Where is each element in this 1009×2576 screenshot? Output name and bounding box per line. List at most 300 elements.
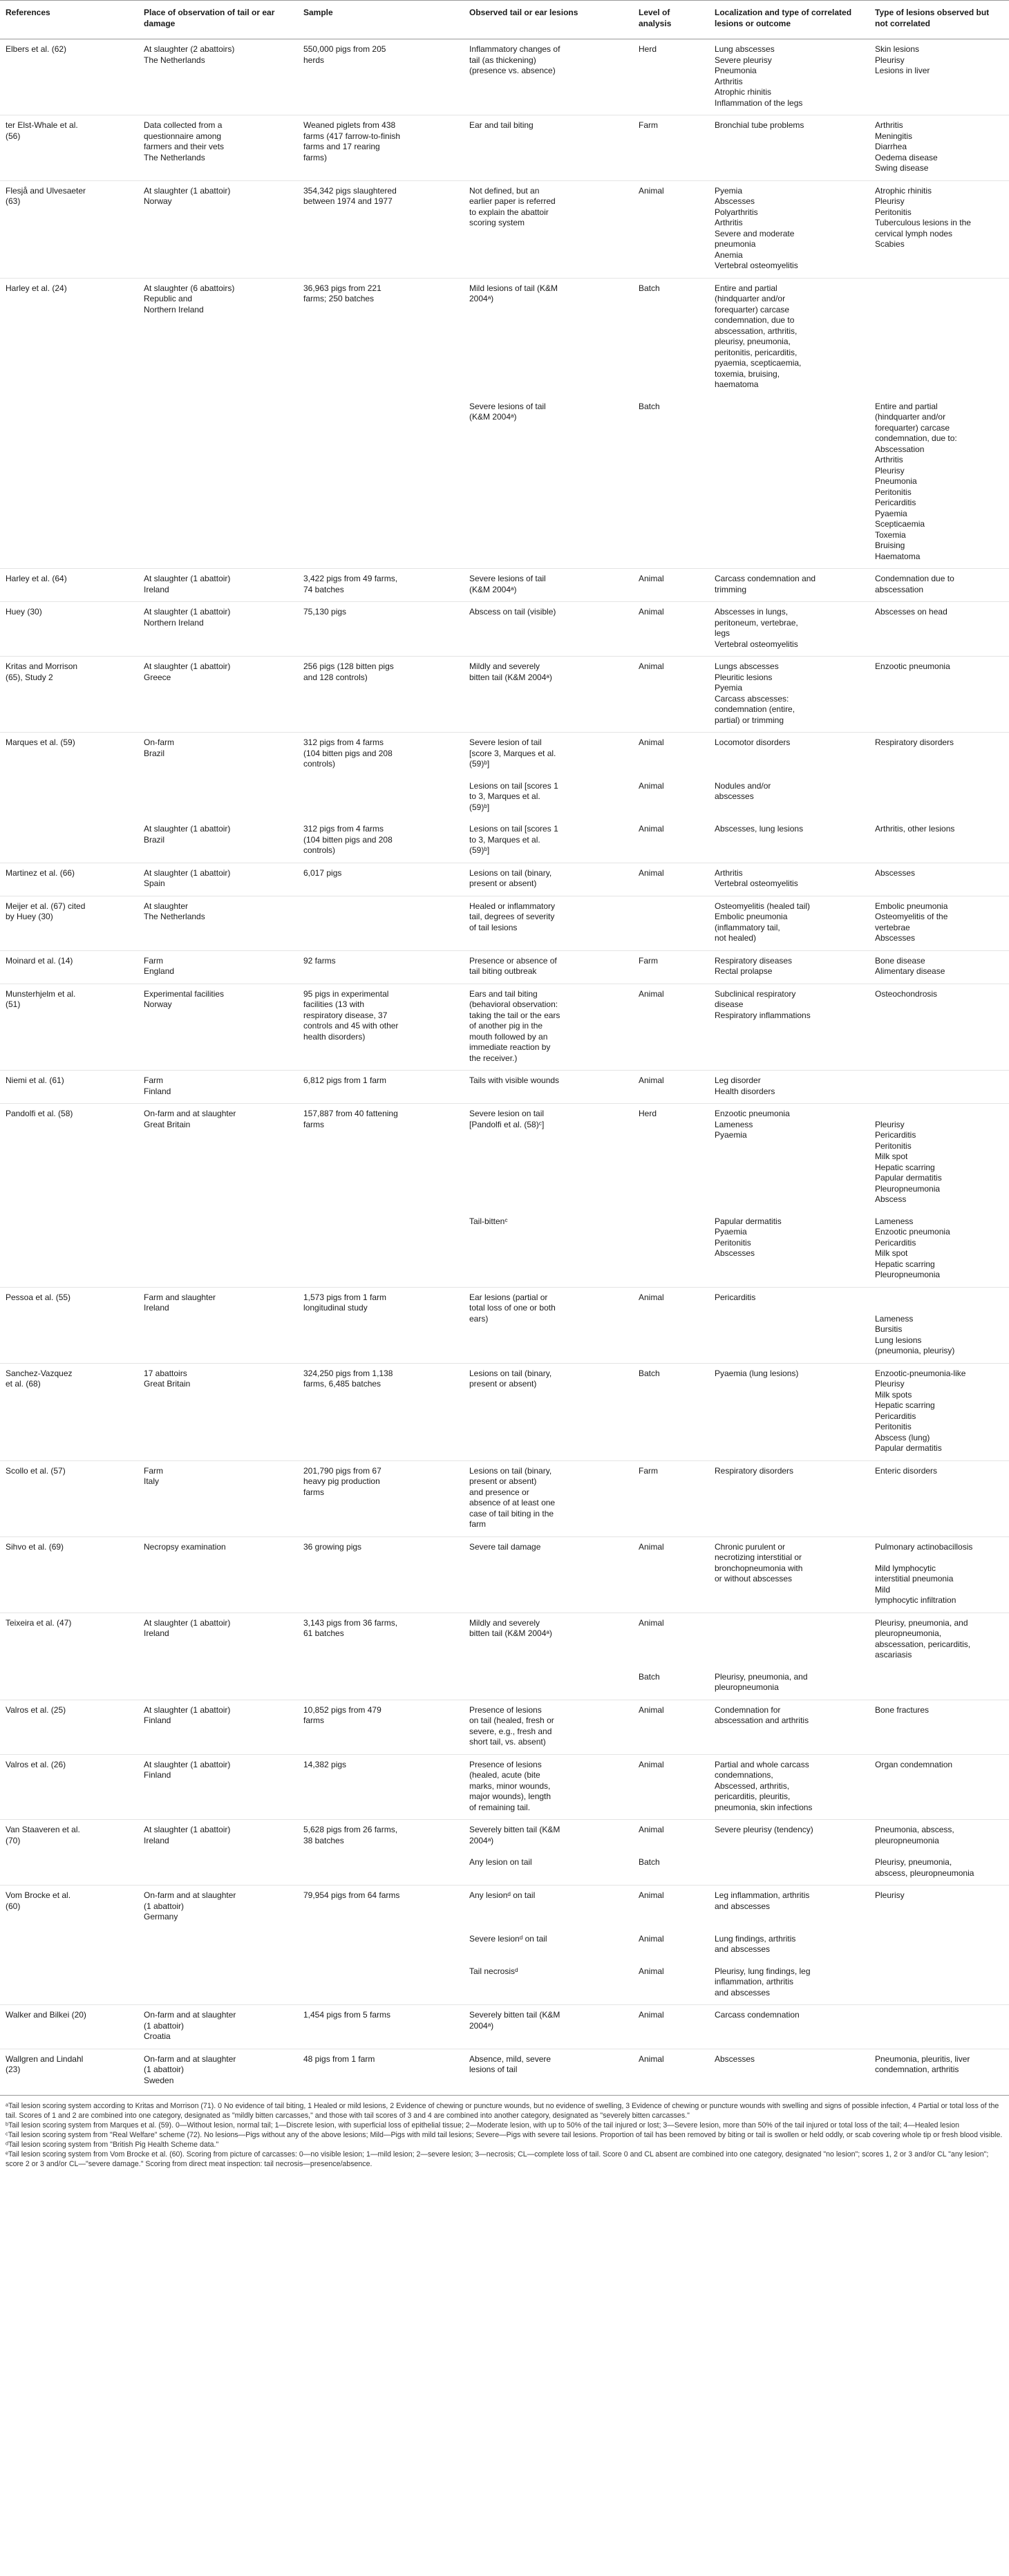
cell-text: Osteochondrosis (875, 988, 938, 999)
cell-text: Sihvo et al. (69) (6, 1541, 64, 1552)
cell-text: Wallgren and Lindahl (6, 2053, 84, 2064)
footnote: ᶜTail lesion scoring system from "Real Welfare" scheme (72). No lesions—Pigs without any of the above lesions; Mild—Pigs with mild tail lesions; Severe—Pigs with severe tail lesions. Proportion of tail has been removed by biting or tail is swollen or held oddly, or scab covering whole tip or fresh blood visible. (6, 2131, 1003, 2139)
cell-text: absence of at least one (469, 1498, 556, 1507)
sample-cell (298, 733, 464, 776)
cell-text: 324,250 pigs from 1,138 (303, 1368, 393, 1378)
table-row (0, 896, 1009, 950)
cell-text: Animal (639, 574, 664, 583)
cell-text: Peritonitis (875, 487, 912, 497)
cell-text: and abscesses (715, 1944, 771, 1954)
cell-text: Animal (639, 1890, 664, 1900)
cell-text: ascariasis (875, 1650, 912, 1660)
cell-text: On-farm and at slaughter (144, 2053, 236, 2064)
cell-text: Farm (144, 1465, 163, 1476)
cell-text: Skin lesions (875, 44, 920, 54)
cell-text: Bone fractures (875, 1704, 930, 1715)
correlated-cell (709, 1886, 869, 1929)
cell-text: Arthritis (875, 455, 903, 464)
correlated-cell (709, 1287, 869, 1363)
cell-text: 92 farms (303, 955, 336, 966)
cell-text: of another pig in the (469, 1021, 543, 1031)
place-cell (138, 1071, 298, 1104)
cell-text: Lesions in liver (875, 66, 930, 75)
cell-text: Embolic pneumonia (875, 901, 948, 911)
cell-text: Atrophic rhinitis (875, 185, 932, 196)
cell-text: Pneumonia, abscess, (875, 1825, 954, 1834)
cell-text: At slaughter (2 abattoirs) (144, 44, 235, 54)
not-correlated-cell (869, 1700, 1009, 1754)
cell-text: Milk spot (875, 1248, 908, 1258)
not-correlated-cell (869, 1536, 1009, 1613)
not-correlated-cell (869, 1820, 1009, 1853)
cell-text: Respiratory disorders (875, 737, 954, 747)
cell-text: abscessation, arthritis, (715, 326, 798, 336)
sample-cell (298, 1700, 464, 1754)
lesion-cell (464, 733, 633, 776)
cell-text: England (144, 966, 175, 976)
cell-text: Scepticaemia (875, 519, 925, 529)
cell-text: 2004ᵃ) (469, 2020, 494, 2031)
sample-cell (298, 950, 464, 984)
cell-text: Brazil (144, 834, 165, 845)
correlated-cell (709, 984, 869, 1071)
level-cell (633, 2049, 709, 2092)
level-cell (633, 863, 709, 896)
cell-text: immediate reaction by (469, 1042, 551, 1052)
cell-text: inflammation, arthritis (715, 1977, 794, 1986)
table-row (0, 733, 1009, 776)
not-correlated-cell (869, 984, 1009, 1071)
cell-text: Animal (639, 2010, 664, 2020)
sample-cell (298, 896, 464, 950)
cell-text: Severe pleurisy (715, 55, 772, 65)
cell-text: Lameness (875, 1216, 914, 1226)
lesion-cell (464, 819, 633, 863)
lesion-cell (464, 1886, 633, 1929)
cell-text: 2004ᵃ) (469, 1835, 494, 1845)
cell-text: Marques et al. (59) (6, 737, 75, 747)
cell-text: Animal (639, 1966, 664, 1976)
header-not-correlated: Type of lesions observed but not correlated (869, 1, 1009, 39)
not-correlated-cell (869, 896, 1009, 950)
place-cell (138, 2005, 298, 2049)
correlated-cell (709, 1460, 869, 1536)
cell-text: (pneumonia, pleurisy) (875, 1346, 955, 1355)
cell-text: Republic and (144, 294, 193, 303)
cell-text: (104 bitten pigs and 208 (303, 834, 393, 845)
header-place: Place of observation of tail or ear damage (138, 1, 298, 39)
cell-text: by Huey (30) (6, 912, 53, 921)
cell-text: condemnation, due to (715, 315, 795, 325)
cell-text: Elbers et al. (62) (6, 44, 67, 54)
table-row (0, 569, 1009, 602)
place-cell (138, 569, 298, 602)
table-body (0, 39, 1009, 2093)
cell-text: Pericarditis (875, 1237, 916, 1248)
cell-text: Northern Ireland (144, 617, 204, 628)
cell-text: Respiratory inflammations (715, 1010, 811, 1020)
table-row (0, 1852, 1009, 1886)
cell-text: Rectal prolapse (715, 966, 773, 976)
cell-text: Pleurisy, pneumonia, and (875, 1617, 968, 1628)
cell-text: (1 abattoir) (144, 2020, 185, 2031)
cell-text: farms (417 farrow-to-finish (303, 131, 401, 141)
cell-text: (hindquarter and/or (715, 294, 786, 303)
cell-text: earlier paper is referred (469, 196, 556, 206)
cell-text: Sanchez-Vazquez (6, 1368, 73, 1378)
cell-text: Presence or absence of (469, 955, 557, 966)
reference-cell (0, 1886, 138, 1929)
cell-text: Severe and moderate (715, 228, 795, 238)
sample-cell (298, 1363, 464, 1460)
lesion-cell (464, 984, 633, 1071)
cell-text: Entire and partial (715, 283, 777, 293)
cell-text: and abscesses (715, 1987, 771, 1997)
cell-text: 74 batches (303, 584, 344, 594)
correlated-cell (709, 2005, 869, 2049)
cell-text: Severe lesionᵈ on tail (469, 1933, 547, 1944)
cell-text: Lung findings, arthritis (715, 1933, 796, 1944)
cell-text: condemnation, arthritis (875, 2065, 959, 2074)
sample-cell (298, 1104, 464, 1212)
cell-text: Lameness (875, 1313, 914, 1324)
correlated-cell (709, 1754, 869, 1820)
not-correlated-cell (869, 278, 1009, 397)
lesion-cell (464, 1700, 633, 1754)
cell-text: (63) (6, 196, 21, 206)
cell-text: Carcass abscesses: (715, 693, 789, 704)
level-cell (633, 1886, 709, 1929)
table-row (0, 1820, 1009, 1853)
cell-text: Pleurisy, lung findings, leg (715, 1966, 811, 1976)
lesion-cell (464, 1962, 633, 2005)
place-cell (138, 1962, 298, 2005)
cell-text: (59)ᵇ] (469, 759, 490, 769)
cell-text: controls) (303, 759, 336, 769)
lesion-cell (464, 896, 633, 950)
table-row (0, 1071, 1009, 1104)
level-cell (633, 1212, 709, 1288)
cell-text: Pandolfi et al. (58) (6, 1109, 73, 1118)
cell-text: condemnation, due to: (875, 433, 957, 443)
cell-text: (59)ᵇ] (469, 802, 490, 812)
place-cell (138, 733, 298, 776)
table-row (0, 819, 1009, 863)
cell-text: Abscesses on head (875, 607, 947, 617)
cell-text: Animal (639, 824, 664, 834)
cell-text: (K&M 2004ᵃ) (469, 412, 517, 422)
cell-text: pneumonia (715, 239, 756, 249)
cell-text: Finland (144, 1715, 171, 1725)
cell-text: (104 bitten pigs and 208 (303, 748, 393, 758)
lesion-cell (464, 1667, 633, 1700)
cell-text: Animal (639, 1759, 664, 1769)
cell-text: Data collected from a (144, 120, 223, 130)
cell-text: present or absent) (469, 1379, 537, 1389)
cell-text: Severe lesions of tail (469, 574, 546, 583)
sample-cell (298, 1287, 464, 1363)
cell-text: Pleurisy (875, 465, 905, 476)
correlated-cell (709, 115, 869, 181)
cell-text: 48 pigs from 1 farm (303, 2053, 375, 2064)
cell-text: severe, e.g., fresh and (469, 1726, 552, 1736)
reference-cell (0, 180, 138, 278)
place-cell (138, 1363, 298, 1460)
not-correlated-cell (869, 1460, 1009, 1536)
cell-text: Haematoma (875, 551, 921, 561)
sample-cell (298, 1071, 464, 1104)
cell-text: farms (303, 1715, 324, 1725)
cell-text: Vertebral osteomyelitis (715, 878, 798, 888)
cell-text: Arthritis (715, 76, 743, 86)
cell-text: Any lesionᵈ on tail (469, 1890, 536, 1900)
cell-text: Enzootic pneumonia (715, 1109, 790, 1118)
level-cell (633, 896, 709, 950)
cell-text: The Netherlands (144, 55, 205, 65)
cell-text: 10,852 pigs from 479 (303, 1704, 381, 1715)
cell-text: Pleurisy, pneumonia, (875, 1857, 952, 1867)
cell-text: Arthritis, other lesions (875, 824, 955, 834)
level-cell (633, 1700, 709, 1754)
cell-text: Ear lesions (partial or (469, 1292, 548, 1302)
not-correlated-cell (869, 1754, 1009, 1820)
cell-text: disease (715, 999, 744, 1009)
cell-text: 14,382 pigs (303, 1759, 347, 1769)
reference-cell (0, 39, 138, 115)
cell-text: Martinez et al. (66) (6, 867, 75, 878)
cell-text: herds (303, 55, 325, 65)
lesion-cell (464, 1363, 633, 1460)
cell-text: Condemnation due to (875, 574, 954, 583)
table-row (0, 984, 1009, 1071)
cell-text: Bruising (875, 540, 905, 550)
place-cell (138, 602, 298, 657)
cell-text: 312 pigs from 4 farms (303, 824, 384, 834)
cell-text: Batch (639, 283, 660, 293)
footnote: ᵃTail lesion scoring system according to Kritas and Morrison (71). 0 No evidence of tail biting, 1 Healed or mild lesions, 2 Evidence of chewing or puncture wounds, but no evidence of swelling, 3 Evidence of chewing or puncture wounds with swelling and signs of possible infection, 4 Partial or total loss of the tail. Scores of 1 and 2 are combined into one category, designated as "mildly bitten carcasses," and those with tail scores of 3 and 4 are combined into another category, designated as "severely bitten carcasses." (6, 2102, 999, 2120)
cell-text: Tuberculous lesions in the (875, 218, 971, 227)
cell-text: partial) or trimming (715, 715, 784, 725)
place-cell (138, 1886, 298, 1929)
place-cell (138, 1613, 298, 1667)
cell-text: Ears and tail biting (469, 988, 538, 999)
cell-text: Ear and tail biting (469, 120, 534, 130)
correlated-cell (709, 1852, 869, 1886)
cell-text: the receiver.) (469, 1053, 518, 1063)
lesion-cell (464, 115, 633, 181)
footnote: ᵈTail lesion scoring system from "British Pig Health Scheme data." (6, 2141, 219, 2149)
cell-text: Greece (144, 672, 171, 682)
cell-text: Lung abscesses (715, 44, 775, 54)
cell-text: Pleurisy (875, 196, 905, 206)
correlated-cell (709, 2049, 869, 2092)
level-cell (633, 1962, 709, 2005)
level-cell (633, 569, 709, 602)
cell-text: At slaughter (6 abattoirs) (144, 283, 235, 293)
cell-text: 6,812 pigs from 1 farm (303, 1075, 387, 1085)
cell-text: Vertebral osteomyelitis (715, 639, 798, 649)
table-row (0, 2049, 1009, 2092)
cell-text: Enteric disorders (875, 1465, 938, 1476)
sample-cell (298, 569, 464, 602)
level-cell (633, 1613, 709, 1667)
cell-text: Meijer et al. (67) cited (6, 901, 86, 911)
reference-cell (0, 1700, 138, 1754)
lesion-cell (464, 278, 633, 397)
cell-text: Condemnation for (715, 1704, 781, 1715)
cell-text: Pericarditis (875, 1411, 916, 1421)
cell-text: condemnation (entire, (715, 704, 795, 714)
not-correlated-cell (869, 1962, 1009, 2005)
cell-text: questionnaire among (144, 131, 222, 141)
correlated-cell (709, 397, 869, 569)
cell-text: case of tail biting in the (469, 1508, 554, 1519)
header-references: References (0, 1, 138, 39)
table-row (0, 950, 1009, 984)
cell-text: Abscesses (875, 933, 916, 943)
not-correlated-cell (869, 950, 1009, 984)
cell-text: farm (469, 1519, 486, 1529)
correlated-cell (709, 657, 869, 733)
cell-text: At slaughter (1 abattoir) (144, 824, 231, 834)
correlated-cell (709, 278, 869, 397)
cell-text: Valros et al. (26) (6, 1759, 66, 1769)
sample-cell (298, 1212, 464, 1288)
cell-text: (1 abattoir) (144, 2065, 185, 2074)
cell-text: Norway (144, 999, 172, 1009)
cell-text: Ireland (144, 1835, 169, 1845)
cell-text: Batch (639, 401, 660, 411)
not-correlated-cell (869, 39, 1009, 115)
cell-text: Milk spots (875, 1389, 912, 1400)
sample-cell (298, 278, 464, 397)
reference-cell (0, 819, 138, 863)
cell-text: farms (303, 1119, 324, 1129)
cell-text: interstitial pneumonia (875, 1574, 954, 1583)
cell-text: (65), Study 2 (6, 672, 53, 682)
level-cell (633, 984, 709, 1071)
cell-text: abscessation (875, 584, 924, 594)
cell-text: Enzootic pneumonia (875, 661, 950, 671)
cell-text: and 128 controls) (303, 672, 368, 682)
cell-text: 17 abattoirs (144, 1368, 187, 1378)
cell-text: forequarter) carcase (715, 304, 790, 314)
cell-text: Van Staaveren et al. (6, 1825, 80, 1834)
cell-text: Hepatic scarring (875, 1400, 935, 1410)
cell-text: respiratory disease, 37 (303, 1010, 388, 1020)
cell-text: Animal (639, 2053, 664, 2064)
place-cell (138, 1667, 298, 1700)
correlated-cell (709, 602, 869, 657)
place-cell (138, 1460, 298, 1536)
cell-text: pleurisy, pneumonia, (715, 337, 791, 346)
cell-text: scoring system (469, 218, 525, 227)
level-cell (633, 2005, 709, 2049)
not-correlated-cell (869, 397, 1009, 569)
place-cell (138, 950, 298, 984)
table-row (0, 1962, 1009, 2005)
cell-text: Norway (144, 196, 172, 206)
header-sample: Sample (298, 1, 464, 39)
cell-text: bitten tail (K&M 2004ᵃ) (469, 1628, 552, 1638)
table-header (0, 1, 1009, 39)
cell-text: [Pandolfi et al. (58)ᶜ] (469, 1119, 545, 1129)
lesion-cell (464, 1460, 633, 1536)
cell-text: farms; 250 batches (303, 294, 375, 303)
cell-text: Animal (639, 661, 664, 671)
not-correlated-cell (869, 733, 1009, 776)
lesion-cell (464, 1212, 633, 1288)
cell-text: Farm (639, 1465, 658, 1476)
cell-text: pleuropneumonia, (875, 1628, 942, 1638)
cell-text: Kritas and Morrison (6, 661, 78, 671)
cell-text: Farm (144, 1075, 163, 1085)
cell-text: Organ condemnation (875, 1759, 953, 1769)
place-cell (138, 1820, 298, 1853)
cell-text: (51) (6, 999, 21, 1009)
cell-text: Flesjå and Ulvesaeter (6, 185, 86, 196)
cell-text: Animal (639, 1075, 664, 1085)
cell-text: Herd (639, 1109, 657, 1118)
cell-text: Pyaemia (lung lesions) (715, 1368, 799, 1378)
sample-cell (298, 1754, 464, 1820)
cell-text: Tail-bittenᶜ (469, 1216, 508, 1226)
reference-cell (0, 1667, 138, 1700)
cell-text: Pleuropneumonia (875, 1270, 941, 1279)
cell-text: tail (as thickening) (469, 55, 536, 65)
cell-text: Locomotor disorders (715, 737, 791, 747)
cell-text: Great Britain (144, 1119, 191, 1129)
cell-text: of remaining tail. (469, 1802, 531, 1812)
cell-text: Healed or inflammatory (469, 901, 556, 911)
cell-text: (hindquarter and/or (875, 412, 946, 422)
cell-text: lymphocytic infiltration (875, 1595, 956, 1605)
cell-text: 550,000 pigs from 205 (303, 44, 386, 54)
cell-text: Abscesses (715, 196, 755, 206)
cell-text: At slaughter (144, 901, 189, 911)
cell-text: mouth followed by an (469, 1031, 548, 1042)
cell-text: Brazil (144, 748, 165, 758)
sample-cell (298, 1852, 464, 1886)
cell-text: Tail necrosisᵈ (469, 1966, 518, 1976)
level-cell (633, 1754, 709, 1820)
cell-text: Peritonitis (715, 1237, 751, 1248)
cell-text: Animal (639, 607, 664, 617)
cell-text: on tail (healed, fresh or (469, 1715, 554, 1725)
sample-cell (298, 776, 464, 820)
lesion-cell (464, 1754, 633, 1820)
table-row (0, 1700, 1009, 1754)
cell-text: health disorders) (303, 1031, 366, 1042)
cell-text: 36,963 pigs from 221 (303, 283, 381, 293)
reference-cell (0, 602, 138, 657)
cell-text: 256 pigs (128 bitten pigs (303, 661, 394, 671)
reference-cell (0, 569, 138, 602)
cell-text: 354,342 pigs slaughtered (303, 185, 397, 196)
cell-text: between 1974 and 1977 (303, 196, 393, 206)
cell-text: Meningitis (875, 131, 913, 141)
table-row (0, 1287, 1009, 1363)
cell-text: farms, 6,485 batches (303, 1379, 381, 1389)
cell-text: major wounds), length (469, 1792, 551, 1801)
cell-text: controls) (303, 845, 336, 855)
cell-text: At slaughter (1 abattoir) (144, 574, 231, 583)
cell-text: ter Elst-Whale et al. (6, 120, 78, 130)
cell-text: Animal (639, 737, 664, 747)
lesion-cell (464, 1104, 633, 1212)
reference-cell (0, 115, 138, 181)
cell-text: 95 pigs in experimental (303, 988, 389, 999)
